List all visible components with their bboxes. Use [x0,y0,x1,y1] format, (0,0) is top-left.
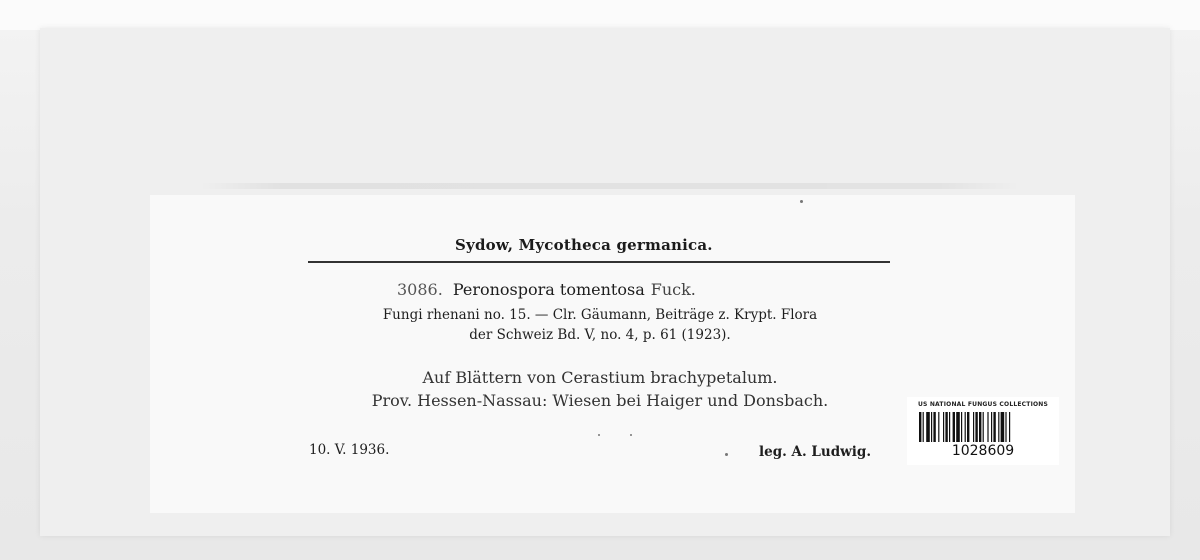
title-rule [308,261,890,263]
scan-top-margin [0,0,1200,30]
dust-speck [725,453,728,456]
collection-date: 10. V. 1936. [309,442,390,458]
species-line [397,280,696,299]
barcode-label [907,397,1059,465]
reference-line-1: Fungi rhenani no. 15. — Clr. Gäumann, Beiträge z. Krypt. Flora [382,307,818,323]
dust-speck [800,200,803,203]
barcode-icon [919,412,1047,442]
collector: leg. A. Ludwig. [759,444,872,460]
dust-speck [630,434,632,436]
exsiccata-number: 3086. [397,280,443,299]
barcode-institution: US NATIONAL FUNGUS COLLECTIONS [917,401,1049,408]
host-line: Auf Blättern von Cerastium brachypetalum. [422,368,778,387]
species-name: Peronospora tomentosa [452,280,645,299]
collection-title: Sydow, Mycotheca germanica. [455,236,713,254]
faint-bleed-line [200,183,1020,189]
barcode-number: 1028609 [951,443,1015,459]
dust-speck [598,434,600,436]
locality-line: Prov. Hessen-Nassau: Wiesen bei Haiger und Donsbach. [371,391,829,410]
species-author: Fuck. [650,280,696,299]
reference-line-2: der Schweiz Bd. V, no. 4, p. 61 (1923). [469,327,731,343]
